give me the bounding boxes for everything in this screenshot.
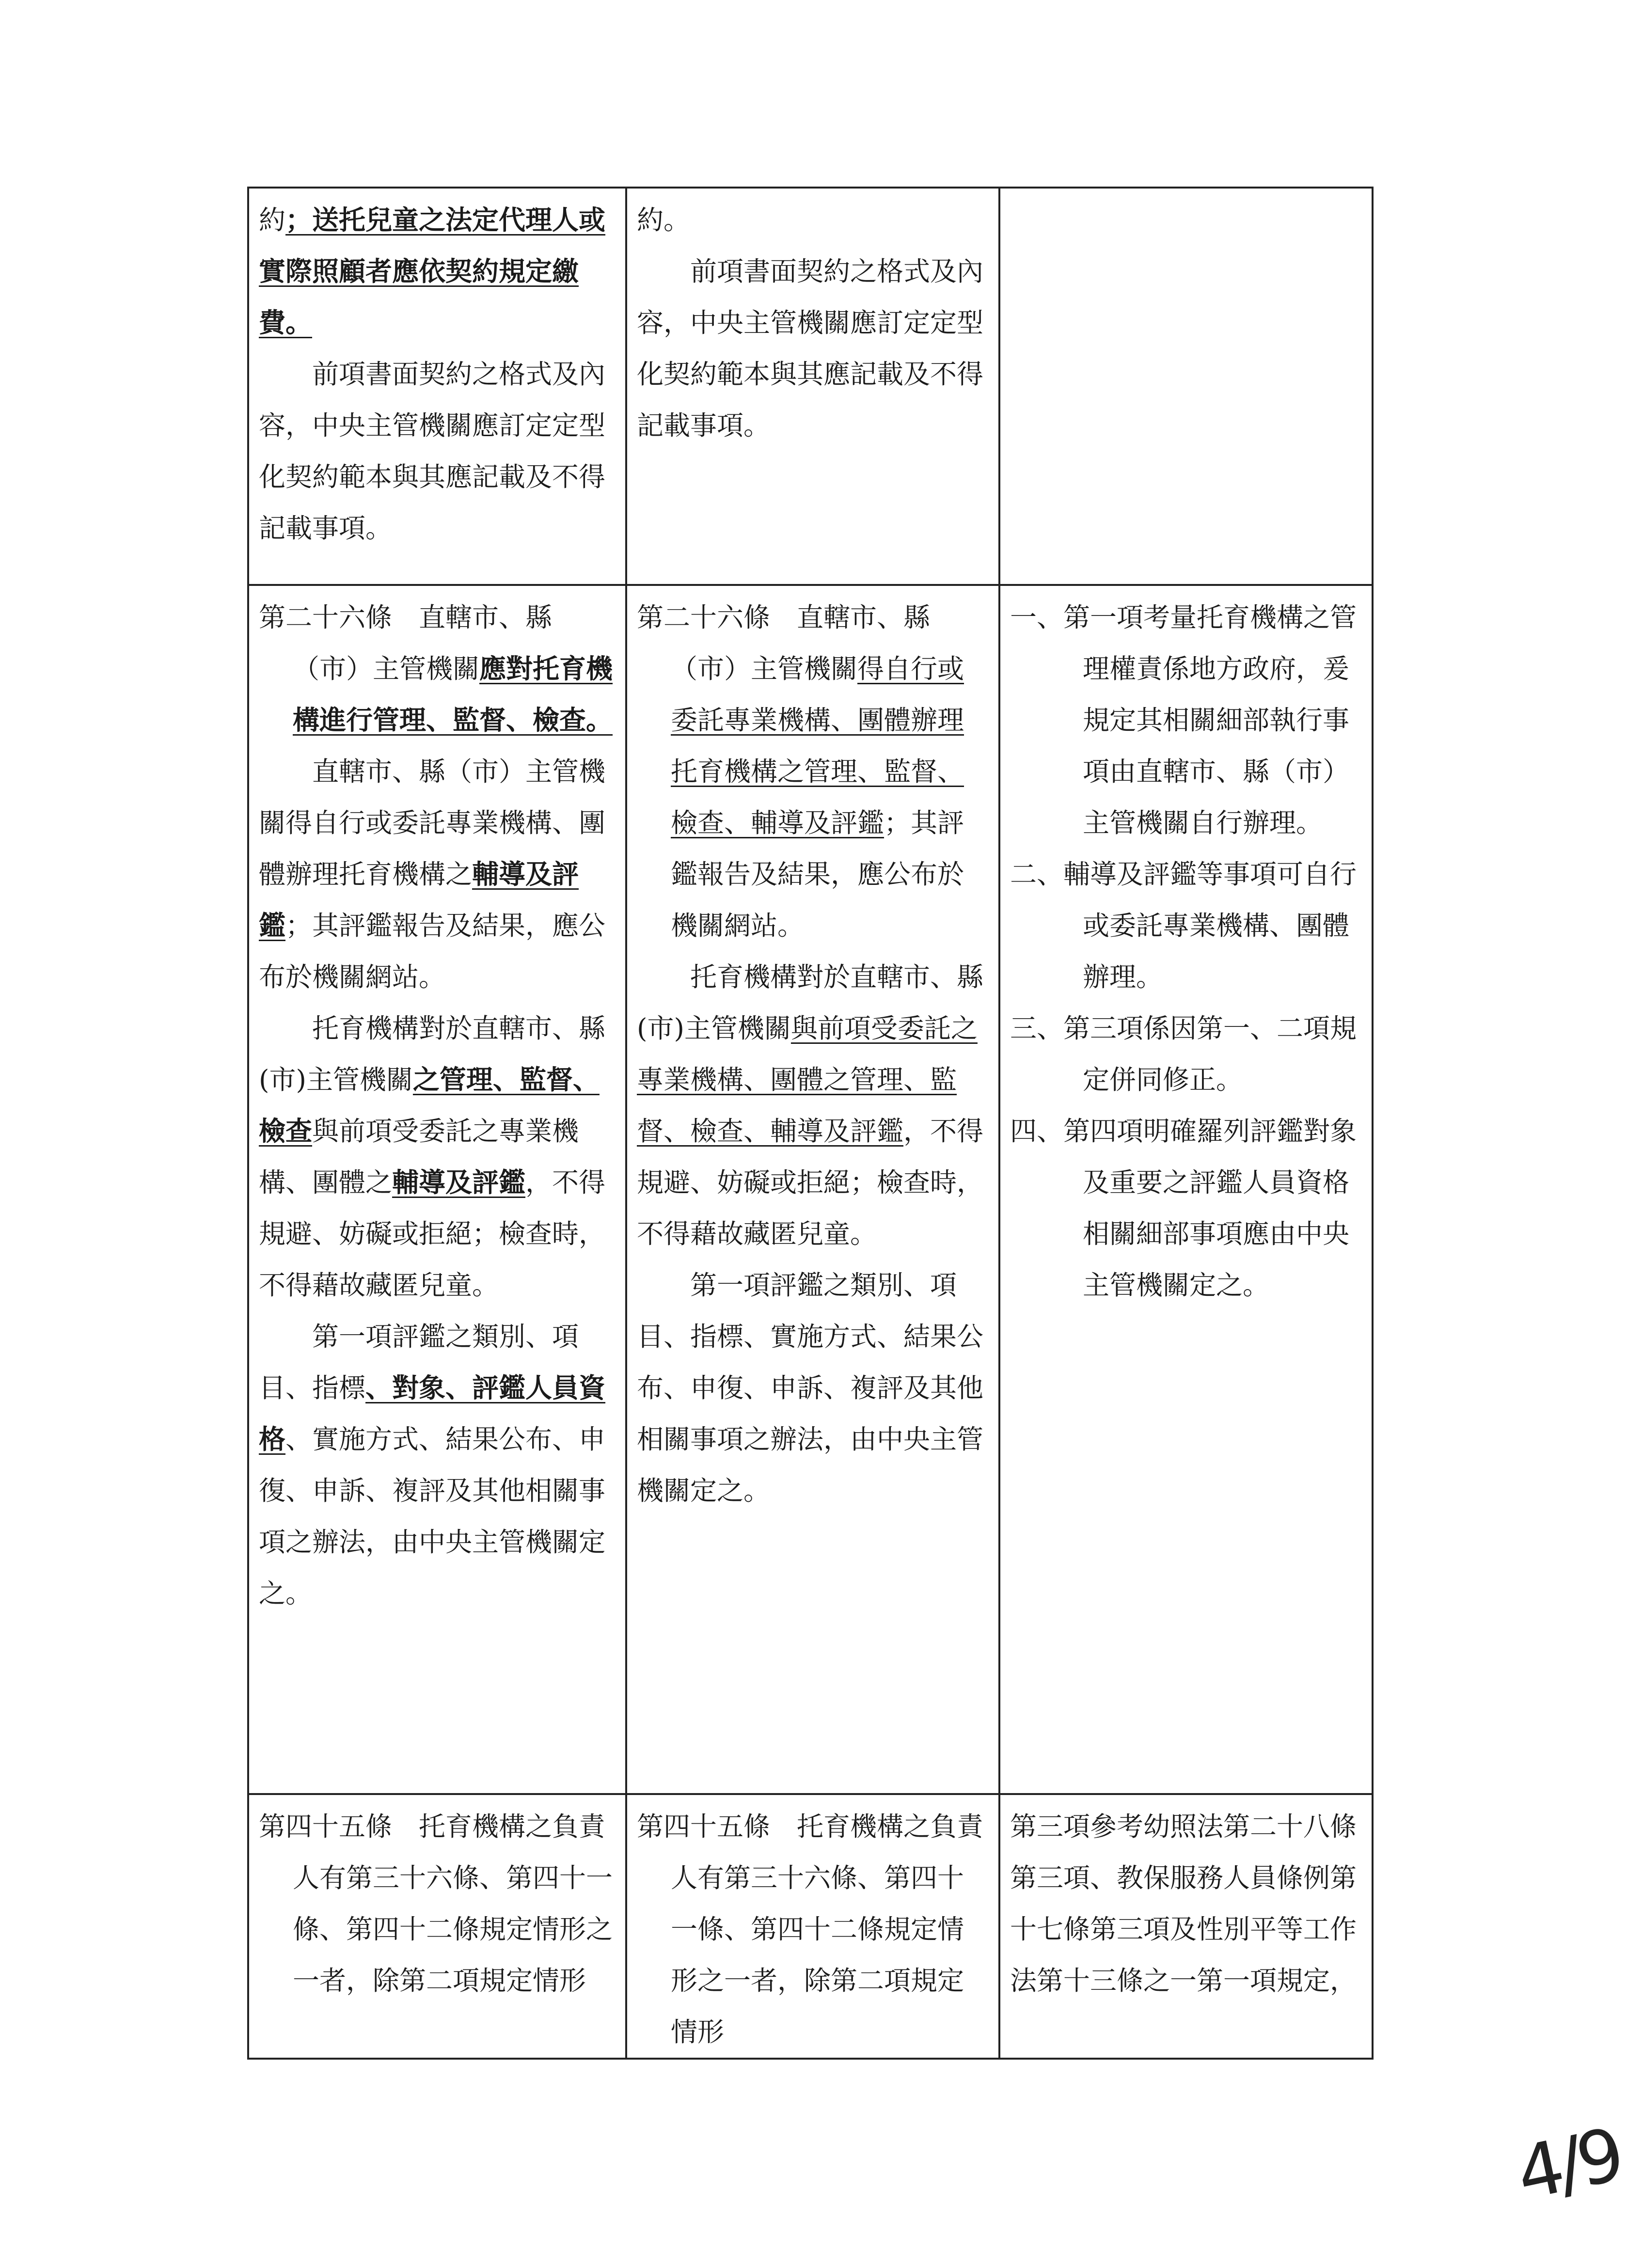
text-run: 與前項受委託之專業機構、團體之 — [259, 1116, 579, 1198]
amended-text-cell — [248, 188, 626, 585]
paragraph: 第一項評鑑之類別、項目、指標、實施方式、結果公布、申復、申訴、複評及其他相關事項之辦法，由中央主管機關定之。 — [637, 1270, 984, 1506]
table-row — [248, 585, 1373, 1794]
text-run: 托育機構對於直轄市、縣(市)主管機關 — [259, 1013, 606, 1095]
text-run: 托育機構對於直轄市、縣(市)主管機關 — [637, 961, 984, 1044]
explanation-cell — [999, 188, 1373, 585]
current-text-cell — [626, 1794, 999, 2059]
amendment-comparison-table — [247, 187, 1374, 2060]
amended-text-cell — [248, 585, 626, 1794]
text-run: ，不得規避、妨礙或拒絕；檢查時，不得藉故藏匿兒童。 — [637, 1116, 984, 1249]
explanation-item: 三、第三項係因第一、二項規定併同修正。 — [1010, 1013, 1357, 1095]
text-run: 、實施方式、結果公布、申復、申訴、複評及其他相關事項之辦法，由中央主管機關定之。 — [259, 1424, 606, 1609]
underlined-text: 得自行或委託專業機構、團體辦理托育機構之管理、監督、檢查、輔導及評鑑 — [671, 653, 964, 838]
current-text-cell — [626, 188, 999, 585]
underlined-text: ；送托兒童之法定代理人或實際照顧者應依契約規定繳費。 — [259, 204, 606, 338]
paragraph — [259, 1003, 616, 1311]
text-run: 第二十六條 直轄市、縣（市）主管機關 — [637, 602, 931, 684]
handwritten-page-number: 4/9 — [1509, 2112, 1627, 2217]
text-run: ；其評鑑報告及結果，應公布於機關網站。 — [671, 807, 964, 941]
explanation-cell — [999, 1794, 1373, 2059]
underlined-text: 應對托育機構進行管理、監督、檢查。 — [293, 653, 613, 736]
text-run: 第二十六條 直轄市、縣（市）主管機關 — [259, 602, 553, 684]
explanation-item: 一、第一項考量托育機構之管理權責係地方政府，爰規定其相關細部執行事項由直轄市、縣（市）主管機關自行辦理。 — [1010, 602, 1357, 838]
article-first-paragraph: 第四十五條 托育機構之負責人有第三十六條、第四十一條、第四十二條規定情形之一者，除第二項規定情形 — [259, 1811, 613, 1996]
table-row — [248, 1794, 1373, 2059]
text-run: 約 — [259, 205, 286, 236]
underlined-text: 之管理、監督、檢查 — [259, 1064, 600, 1147]
paragraph: 約。 — [637, 205, 691, 236]
underlined-text: 輔導及評鑑 — [392, 1166, 526, 1198]
explanation-item: 四、第四項明確羅列評鑑對象及重要之評鑑人員資格相關細部事項應由中央主管機關定之。 — [1010, 1116, 1357, 1301]
article-first-paragraph — [637, 592, 989, 951]
paragraph — [637, 951, 989, 1260]
text-run: 直轄市、縣（市）主管機關得自行或委託專業機構、團體辦理托育機構之 — [259, 756, 606, 890]
paragraph: 前項書面契約之格式及內容，中央主管機關應訂定定型化契約範本與其應記載及不得記載事項。 — [637, 256, 984, 441]
article-first-paragraph — [259, 592, 616, 746]
paragraph — [259, 746, 616, 1003]
table-row — [248, 188, 1373, 585]
text-run: 第一項評鑑之類別、項目、指標 — [259, 1321, 579, 1403]
underlined-text: 與前項受委託之專業機構、團體之管理、監督、檢查、輔導及評鑑 — [637, 1013, 978, 1147]
explanation-cell — [999, 585, 1373, 1794]
underlined-text: 輔導及評鑑 — [259, 858, 579, 941]
current-text-cell — [626, 585, 999, 1794]
amended-text-cell — [248, 1794, 626, 2059]
paragraph — [259, 1311, 616, 1619]
text-run: ，不得規避、妨礙或拒絕；檢查時，不得藉故藏匿兒童。 — [259, 1167, 606, 1301]
paragraph: 第三項參考幼照法第二十八條第三項、教保服務人員條例第十七條第三項及性別平等工作法第十三條之一第一項規定， — [1010, 1811, 1357, 1996]
article-first-paragraph: 第四十五條 托育機構之負責人有第三十六條、第四十一條、第四十二條規定情形之一者，除第二項規定情形 — [637, 1811, 984, 2048]
text-run: ；其評鑑報告及結果，應公布於機關網站。 — [259, 910, 606, 992]
paragraph — [259, 194, 616, 348]
paragraph: 前項書面契約之格式及內容，中央主管機關應訂定定型化契約範本與其應記載及不得記載事項。 — [259, 359, 606, 544]
explanation-item: 二、輔導及評鑑等事項可自行或委託專業機構、團體辦理。 — [1010, 859, 1357, 992]
underlined-text: 、對象、評鑑人員資格 — [259, 1372, 606, 1455]
